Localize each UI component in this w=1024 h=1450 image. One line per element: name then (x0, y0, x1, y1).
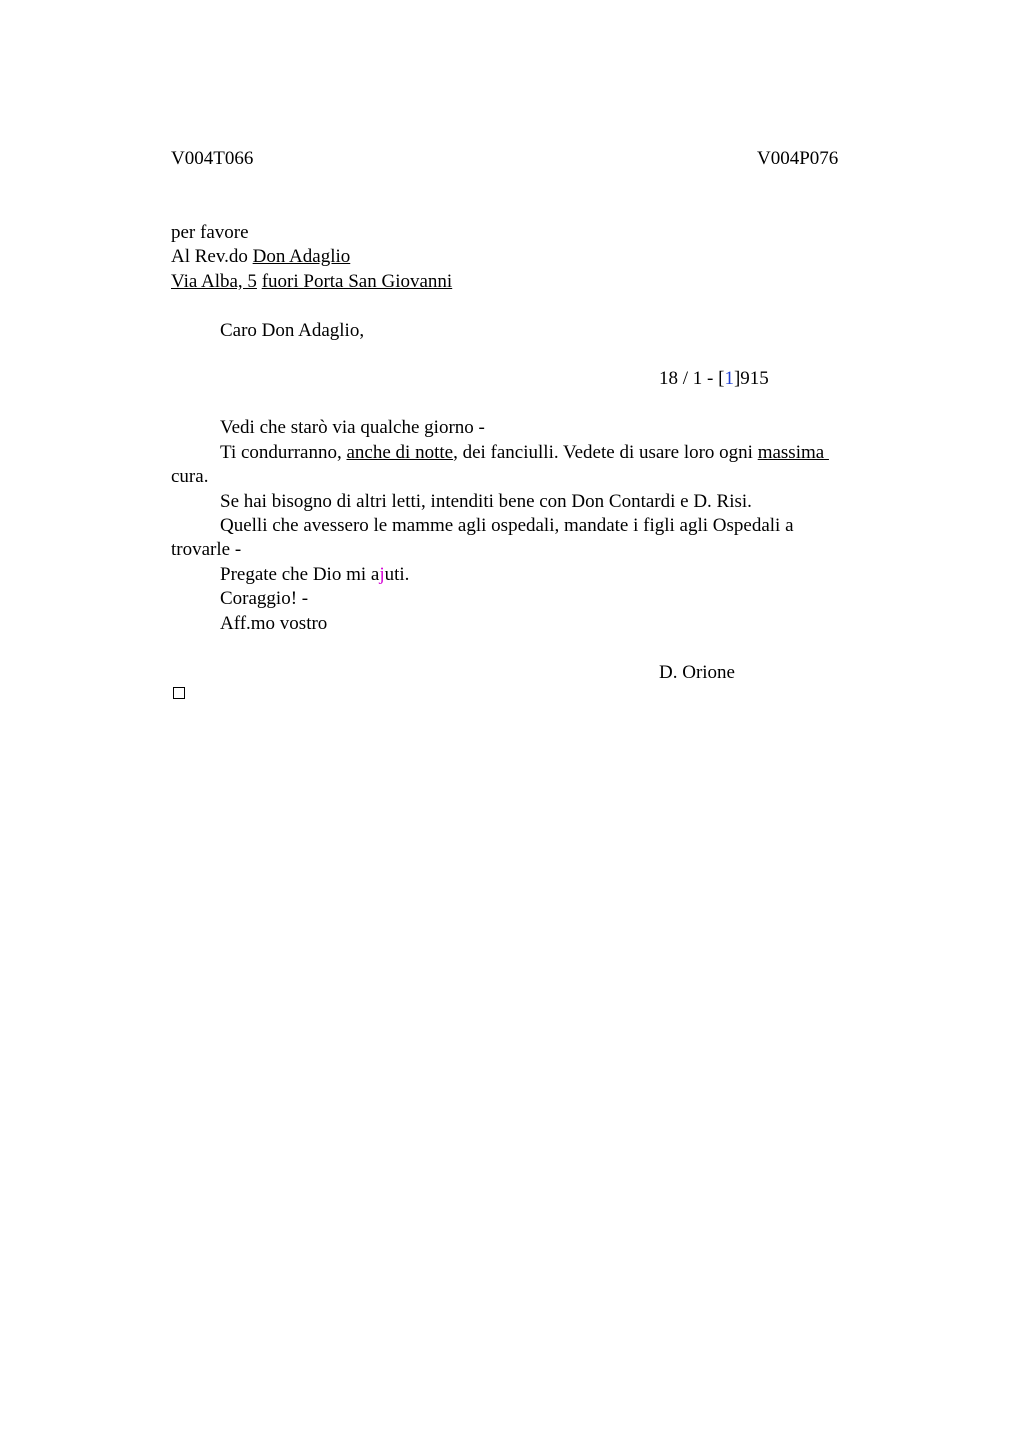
body-line-6: Coraggio! - (220, 588, 309, 609)
body-line-4: Quelli che avessero le mamme agli ospedali, mandate i figli agli Ospedali a (220, 515, 794, 536)
body-line-4-continued: trovarle - (171, 539, 242, 560)
address-prefix: Al Rev.do (171, 246, 253, 267)
document-code-left: V004T066 (171, 148, 254, 169)
address-line-1: per favore (171, 222, 249, 243)
body-line-5 (220, 563, 409, 587)
underlined-phrase: anche di notte (346, 442, 454, 463)
address-line-2 (171, 245, 350, 269)
street-address: Via Alba, 5 (171, 271, 257, 292)
salutation: Caro Don Adaglio, (220, 320, 365, 341)
address-area: fuori Porta San Giovanni (261, 271, 453, 292)
body-line-2 (220, 441, 829, 465)
body-text: Ti condurranno, (220, 442, 347, 463)
date-inserted-digit: 1 (724, 368, 734, 389)
body-text: uti. (384, 564, 410, 585)
checkbox-square-icon (173, 687, 185, 699)
signature: D. Orione (659, 662, 735, 683)
body-line-1: Vedi che starò via qualche giorno - (220, 417, 485, 438)
document-code-right: V004P076 (757, 148, 839, 169)
highlighted-letter: j (379, 564, 385, 585)
body-line-3: Se hai bisogno di altri letti, intenditi bene con Don Contardi e D. Risi. (220, 491, 752, 512)
body-line-2-continued: cura. (171, 466, 209, 487)
date-part-1: 18 / 1 - [ (659, 368, 725, 389)
body-text: Pregate che Dio mi a (220, 564, 380, 585)
closing-line: Aff.mo vostro (220, 613, 328, 634)
date-part-2: ]915 (733, 368, 769, 389)
recipient-name: Don Adaglio (252, 246, 351, 267)
body-text: , dei fanciulli. Vedete di usare loro ogni (453, 442, 758, 463)
letter-date (659, 367, 769, 391)
underlined-phrase: massima (757, 442, 829, 463)
address-line-3 (171, 270, 452, 294)
